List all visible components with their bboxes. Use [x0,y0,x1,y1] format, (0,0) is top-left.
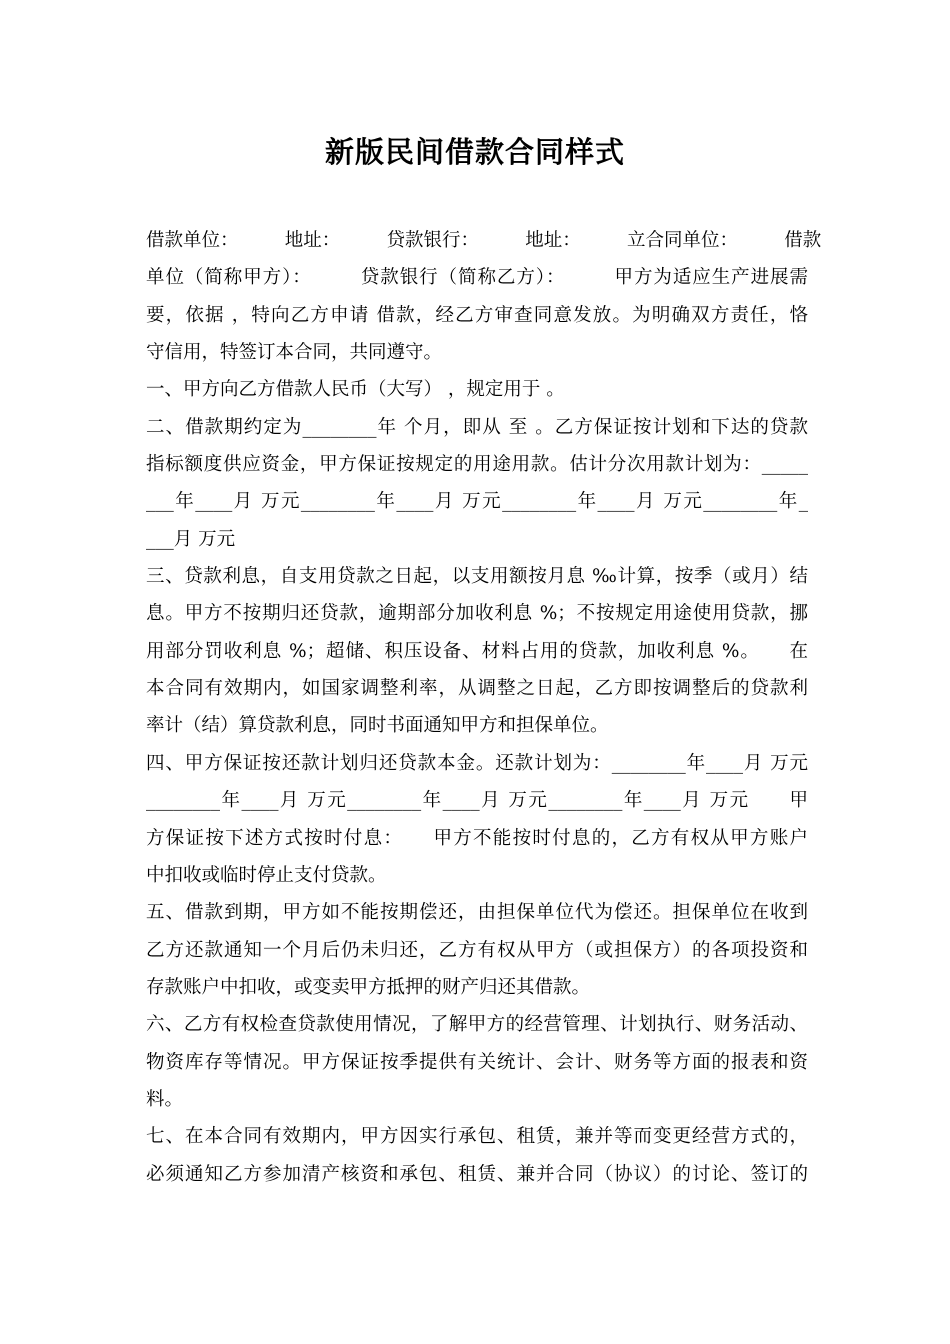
body-line: 存款账户中扣收，或变卖甲方抵押的财产归还其借款。 [146,976,591,998]
body-line: 一、甲方向乙方借款人民币（大写） ，规定用于 。 [146,379,565,401]
body-line: 五、借款到期，甲方如不能按期偿还，由担保单位代为偿还。担保单位在收到 [146,902,808,924]
body-line: 三、贷款利息，自支用贷款之日起，以支用额按月息 ‰计算，按季（或月）结 [146,566,808,588]
body-line: 中扣收或临时停止支付贷款。 [146,864,387,886]
body-line: 要，依据 ，特向乙方申请 借款，经乙方审查同意发放。为明确双方责任，恪 [146,304,808,326]
body-line: 守信用，特签订本合同，共同遵守。 [146,342,443,364]
body-line: 乙方还款通知一个月后仍未归还，乙方有权从甲方（或担保方）的各项投资和 [146,939,808,961]
body-line: 四、甲方保证按还款计划归还贷款本金。还款计划为：________年____月 万元 [146,752,808,774]
body-line: 料。 [146,1088,184,1110]
body-line: 息。甲方不按期归还贷款，逾期部分加收利息 %；不按规定用途使用贷款，挪 [146,603,808,625]
body-line: 物资库存等情况。甲方保证按季提供有关统计、会计、财务等方面的报表和资 [146,1051,808,1073]
body-line: 本合同有效期内，如国家调整利率，从调整之日起，乙方即按调整后的贷款利 [146,678,808,700]
body-line: 六、乙方有权检查贷款使用情况，了解甲方的经营管理、计划执行、财务活动、 [146,1014,808,1036]
body-line: 率计（结）算贷款利息，同时书面通知甲方和担保单位。 [146,715,609,737]
body-line: 借款单位： 地址： 贷款银行： 地址： 立合同单位： 借款 [146,230,822,251]
body-line: 七、在本合同有效期内，甲方因实行承包、租赁，兼并等而变更经营方式的， [146,1126,808,1148]
body-line: 指标额度供应资金，甲方保证按规定的用途用款。估计分次用款计划为：_____ [146,454,808,476]
body-line: 单位（简称甲方）： 贷款银行（简称乙方）： 甲方为适应生产进展需 [146,267,808,289]
body-line: 必须通知乙方参加清产核资和承包、租赁、兼并合同（协议）的讨论、签订的 [146,1163,808,1185]
body-line: 二、借款期约定为________年 个月，即从 至 。乙方保证按计划和下达的贷款 [146,416,808,438]
body-line: ________年____月 万元________年____月 万元________年____月 万元 甲 [146,790,808,812]
document-title: 新版民间借款合同样式 [324,135,625,169]
body-line: 方保证按下述方式按时付息： 甲方不能按时付息的，乙方有权从甲方账户 [146,827,808,849]
contract-body [146,222,822,1193]
body-line: 用部分罚收利息 %；超储、积压设备、材料占用的贷款，加收利息 %。 在 [146,640,808,662]
body-line: ___月 万元 [146,528,236,550]
body-line: ___年____月 万元________年____月 万元________年____月 万元________年_ [146,491,808,513]
